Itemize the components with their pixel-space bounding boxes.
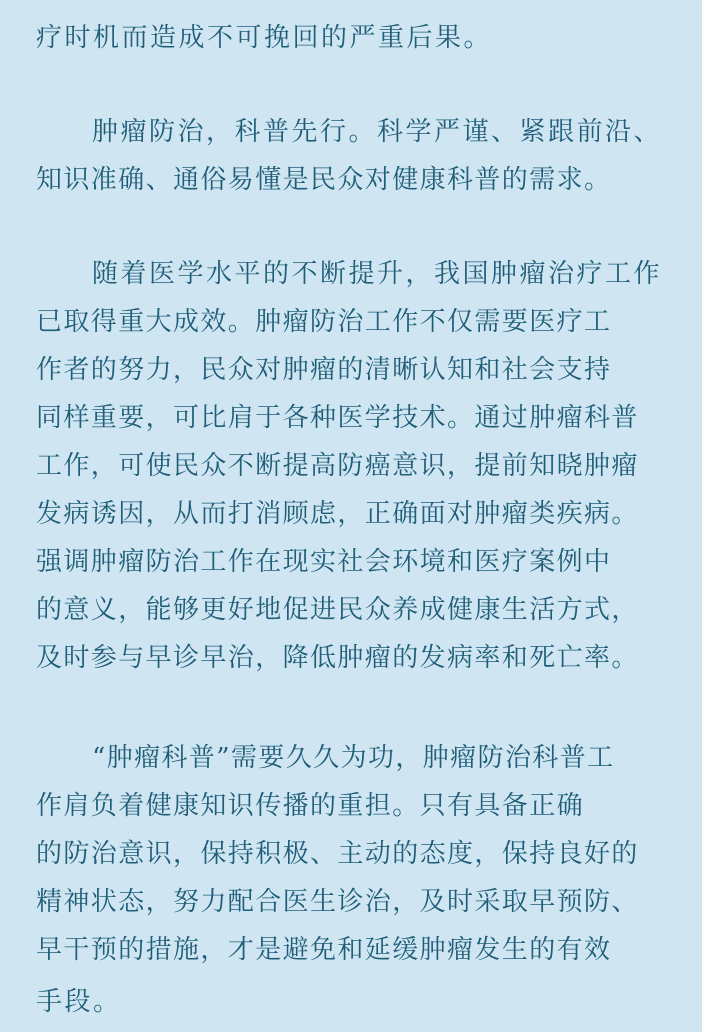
- paragraph-first-line: “肿瘤科普”需要久久为功，肿瘤防治科普工: [92, 743, 615, 773]
- text-line: 强调肿瘤防治工作在现实社会环境和医疗案例中: [36, 547, 612, 577]
- text-line: 疗时机而造成不可挽回的严重后果。: [36, 23, 493, 53]
- text-line: 手段。: [36, 987, 122, 1017]
- text-line: 早干预的措施，才是避免和延缓肿瘤发生的有效: [36, 935, 612, 965]
- text-line: 作者的努力，民众对肿瘤的清晰认知和社会支持: [36, 355, 612, 385]
- text-line: 工作，可使民众不断提高防癌意识，提前知晓肿瘤: [36, 451, 639, 481]
- text-line: 及时参与早诊早治，降低肿瘤的发病率和死亡率。: [36, 643, 639, 673]
- text-line: 同样重要，可比肩于各种医学技术。通过肿瘤科普: [36, 403, 639, 433]
- paragraph-first-line: 肿瘤防治，科普先行。科学严谨、紧跟前沿、: [92, 117, 663, 147]
- text-line: 发病诱因，从而打消顾虑，正确面对肿瘤类疾病。: [36, 499, 639, 529]
- text-line: 作肩负着健康知识传播的重担。只有具备正确: [36, 791, 585, 821]
- text-line: 知识准确、通俗易懂是民众对健康科普的需求。: [36, 165, 612, 195]
- text-line: 精神状态，努力配合医生诊治，及时采取早预防、: [36, 887, 639, 917]
- text-line: 的防治意识，保持积极、主动的态度，保持良好的: [36, 839, 639, 869]
- paragraph-first-line: 随着医学水平的不断提升，我国肿瘤治疗工作: [92, 259, 663, 289]
- text-line: 已取得重大成效。肿瘤防治工作不仅需要医疗工: [36, 307, 612, 337]
- text-line: 的意义，能够更好地促进民众养成健康生活方式，: [36, 595, 639, 625]
